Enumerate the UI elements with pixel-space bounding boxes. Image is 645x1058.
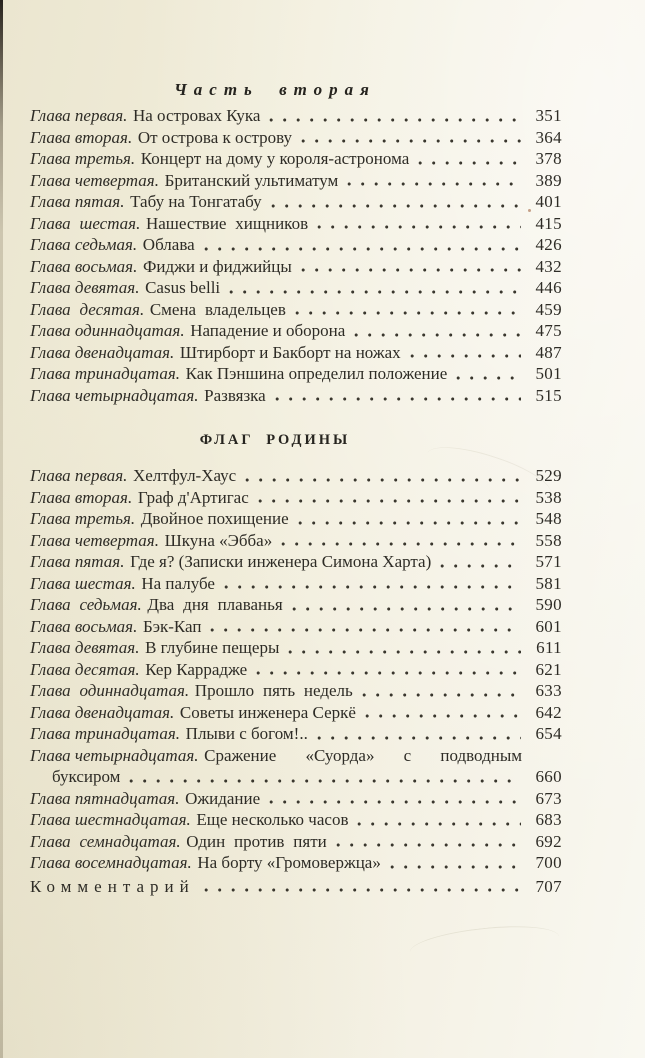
chapter-label: Глава третья. xyxy=(30,509,136,528)
chapter-label: Глава вторая. xyxy=(30,487,133,507)
chapter-title: Хелтфул-Хаус xyxy=(132,466,237,485)
toc-part-two-rows xyxy=(30,105,562,406)
toc-entry xyxy=(30,852,562,874)
toc-entry xyxy=(30,551,562,573)
toc-entry xyxy=(30,723,562,745)
dot-leader xyxy=(269,799,521,805)
dot-leader xyxy=(281,541,521,547)
chapter-title: Casus belli xyxy=(145,278,221,297)
chapter-label: Глава тринадцатая. xyxy=(30,364,181,383)
page-number: 621 xyxy=(535,659,562,679)
chapter-title: Два дня плаванья xyxy=(147,595,283,614)
page-number: 487 xyxy=(535,342,562,362)
toc-entry xyxy=(30,465,562,487)
dot-leader xyxy=(204,887,521,893)
chapter-label: Глава шестая. xyxy=(30,213,141,233)
chapter-title: Двойное похищение xyxy=(140,509,289,528)
page-number: 642 xyxy=(535,702,562,722)
toc-entry xyxy=(30,105,562,127)
page-number: 654 xyxy=(535,724,562,743)
chapter-label: Глава первая. xyxy=(30,466,128,485)
chapter-title: Сражение «Суорда» с подводным xyxy=(204,745,522,765)
page-number: 475 xyxy=(535,321,562,340)
page-number: 401 xyxy=(535,192,562,211)
chapter-label: Глава двенадцатая. xyxy=(30,342,175,362)
chapter-title: Штирборт и Бакборт на ножах xyxy=(179,342,401,362)
chapter-title: Как Пэншина определил положение xyxy=(185,364,448,383)
toc-entry xyxy=(30,487,562,509)
dot-leader xyxy=(301,138,521,144)
dot-leader xyxy=(229,289,521,295)
page-number: 515 xyxy=(535,385,562,405)
chapter-label: Глава четвертая. xyxy=(30,170,159,190)
page-number: 364 xyxy=(535,127,562,147)
chapter-title: Ожидание xyxy=(185,788,261,808)
chapter-title: Еще несколько часов xyxy=(196,810,349,829)
page-number: 707 xyxy=(535,876,562,896)
page-number: 378 xyxy=(535,149,562,168)
chapter-label: Глава седьмая. xyxy=(30,235,138,254)
dot-leader xyxy=(390,864,521,870)
dot-leader xyxy=(418,160,521,166)
chapter-title: Концерт на дому у короля-астронома xyxy=(140,149,410,168)
section-heading-flag-rodiny: ФЛАГ РОДИНЫ xyxy=(199,432,351,448)
toc-flag-rows xyxy=(30,465,562,874)
page-number: 538 xyxy=(535,487,562,507)
chapter-label: Глава четвертая. xyxy=(30,530,159,550)
dot-leader xyxy=(365,713,521,719)
dot-leader xyxy=(292,606,521,612)
page-number: 389 xyxy=(535,170,562,190)
toc-entry xyxy=(30,277,562,299)
chapter-title: Облава xyxy=(142,235,195,254)
toc-entry xyxy=(30,809,562,831)
toc-entry xyxy=(30,385,562,407)
chapter-label: Глава двенадцатая. xyxy=(30,702,175,722)
page-number: 571 xyxy=(535,552,562,571)
chapter-label: Глава седьмая. xyxy=(30,595,142,614)
dot-leader xyxy=(354,332,521,338)
toc-entry xyxy=(30,320,562,342)
page-number: 426 xyxy=(535,235,562,254)
chapter-title: Шкуна «Эбба» xyxy=(164,530,273,550)
chapter-title: Нападение и оборона xyxy=(190,321,346,340)
toc-entry xyxy=(30,213,562,235)
dot-leader xyxy=(298,520,521,526)
chapter-label: Глава одиннадцатая. xyxy=(30,681,190,700)
page-number: 432 xyxy=(535,256,562,276)
chapter-title: Фиджи и фиджийцы xyxy=(142,256,292,276)
dot-leader xyxy=(410,353,521,359)
toc-entry xyxy=(30,616,562,638)
chapter-title: Смена владельцев xyxy=(149,299,286,319)
toc-entry xyxy=(30,530,562,552)
page-number: 351 xyxy=(535,106,562,125)
chapter-label: Глава тринадцатая. xyxy=(30,724,181,743)
toc-entry xyxy=(30,363,562,385)
page-number: 501 xyxy=(535,364,562,383)
toc-entry xyxy=(30,745,562,767)
chapter-title: Кер Каррадже xyxy=(145,659,248,679)
chapter-label: Глава восьмая. xyxy=(30,256,138,276)
dot-leader xyxy=(256,670,521,676)
chapter-label: Глава девятая. xyxy=(30,638,140,657)
page-number: 633 xyxy=(535,681,562,700)
chapter-title: Советы инженера Серкё xyxy=(179,702,356,722)
chapter-label: Глава десятая. xyxy=(30,659,140,679)
dot-leader xyxy=(288,649,521,655)
page-number: 459 xyxy=(535,299,562,319)
toc-entry xyxy=(30,788,562,810)
dot-leader xyxy=(347,181,521,187)
page-number: 590 xyxy=(535,595,562,614)
chapter-label: Глава вторая. xyxy=(30,127,133,147)
chapter-title: От острова к острову xyxy=(137,127,293,147)
dot-leader xyxy=(456,375,521,381)
toc-entry xyxy=(30,148,562,170)
dot-leader xyxy=(317,735,521,741)
dot-leader xyxy=(204,246,521,252)
chapter-title: Граф д'Артигас xyxy=(137,487,249,507)
page-number: 673 xyxy=(535,788,562,808)
chapter-title: Прошло пять недель xyxy=(194,681,353,700)
chapter-label: Глава пятая. xyxy=(30,192,125,211)
toc-entry xyxy=(30,299,562,321)
page-number: 660 xyxy=(535,767,562,786)
page-number: 548 xyxy=(535,509,562,528)
chapter-label: Глава шестая. xyxy=(30,573,136,593)
dot-leader xyxy=(271,203,521,209)
dot-leader xyxy=(440,563,521,569)
chapter-title: На палубе xyxy=(141,573,215,593)
dot-leader xyxy=(258,498,521,504)
chapter-title: Табу на Тонгатабу xyxy=(130,192,262,211)
dot-leader xyxy=(357,821,521,827)
paper-crease xyxy=(408,920,561,976)
chapter-title: Плыви с богом!.. xyxy=(185,724,308,743)
chapter-label: Глава девятая. xyxy=(30,278,140,297)
toc-entry xyxy=(30,191,562,213)
toc-entry xyxy=(30,573,562,595)
toc-entry-continuation xyxy=(30,766,562,788)
chapter-label: Глава восемнадцатая. xyxy=(30,853,192,872)
chapter-label: Глава третья. xyxy=(30,149,136,168)
toc-part-two xyxy=(30,105,562,406)
page-number: 446 xyxy=(535,278,562,297)
chapter-title: Бэк-Кап xyxy=(142,616,202,636)
chapter-title: На борту «Громовержца» xyxy=(197,853,381,872)
dot-leader xyxy=(301,267,521,273)
chapter-label: Глава одиннадцатая. xyxy=(30,321,185,340)
chapter-label: Глава десятая. xyxy=(30,299,145,319)
page-number: 581 xyxy=(535,573,562,593)
dot-leader xyxy=(362,692,521,698)
page-number: 700 xyxy=(535,853,562,872)
chapter-title: Нашествие хищников xyxy=(145,213,309,233)
toc-entry xyxy=(30,170,562,192)
chapter-label: Глава семнадцатая. xyxy=(30,831,181,851)
toc-entry xyxy=(30,508,562,530)
chapter-label: Глава восьмая. xyxy=(30,616,138,636)
chapter-label: Глава четырнадцатая. xyxy=(30,745,199,765)
commentary-label: Комментарий xyxy=(30,876,195,896)
chapter-title: Один против пяти xyxy=(186,831,327,851)
page-number: 601 xyxy=(535,616,562,636)
dot-leader xyxy=(224,584,521,590)
page-number: 415 xyxy=(535,213,562,233)
toc-entry xyxy=(30,127,562,149)
chapter-label: Глава пятнадцатая. xyxy=(30,788,180,808)
toc-entry xyxy=(30,702,562,724)
toc-entry xyxy=(30,234,562,256)
chapter-label: Глава первая. xyxy=(30,106,128,125)
dot-leader xyxy=(210,627,521,633)
dot-leader xyxy=(317,224,521,230)
dot-leader xyxy=(269,117,521,123)
part-heading: Часть вторая xyxy=(174,80,376,99)
chapter-label: Глава пятая. xyxy=(30,552,125,571)
chapter-title: На островах Кука xyxy=(132,106,261,125)
chapter-title: Развязка xyxy=(204,385,266,405)
toc-entry xyxy=(30,680,562,702)
page-edge-shadow xyxy=(0,0,3,1058)
dot-leader xyxy=(275,396,521,402)
dot-leader xyxy=(336,842,521,848)
chapter-label: Глава четырнадцатая. xyxy=(30,385,199,405)
toc-entry xyxy=(30,342,562,364)
commentary-entry xyxy=(30,876,562,898)
dot-leader xyxy=(245,477,521,483)
page-number: 558 xyxy=(535,530,562,550)
toc-entry xyxy=(30,594,562,616)
page-number: 611 xyxy=(536,638,562,657)
chapter-title: Британский ультиматум xyxy=(164,170,339,190)
dot-leader xyxy=(295,310,521,316)
toc-entry xyxy=(30,659,562,681)
chapter-title: Где я? (Записки инженера Симона Харта) xyxy=(130,552,432,571)
page-number: 692 xyxy=(535,831,562,851)
toc-entry xyxy=(30,831,562,853)
chapter-label: Глава шестнадцатая. xyxy=(30,810,191,829)
toc-entry xyxy=(30,637,562,659)
toc-flag-of-motherland xyxy=(30,465,562,897)
chapter-title: В глубине пещеры xyxy=(145,638,280,657)
page-number: 529 xyxy=(535,466,562,485)
page-number: 683 xyxy=(535,810,562,829)
dot-leader xyxy=(129,778,521,784)
toc-entry xyxy=(30,256,562,278)
chapter-title-continuation: буксиром xyxy=(52,767,121,786)
